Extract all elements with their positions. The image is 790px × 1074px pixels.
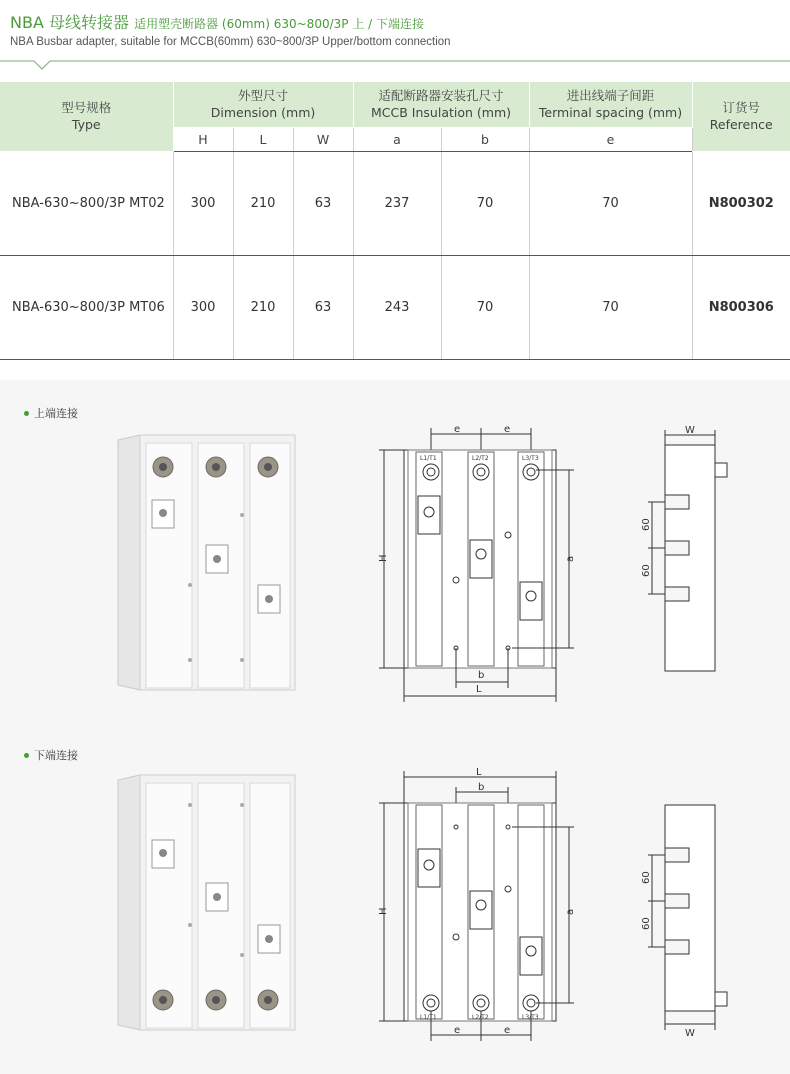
front-drawing-top xyxy=(376,420,576,705)
col-reference-header: 订货号 Reference xyxy=(692,82,790,151)
phase1-label: L1/T1 xyxy=(420,1014,437,1021)
col-type-header: 型号规格 Type xyxy=(0,82,173,151)
phase2-label: L2/T2 xyxy=(472,455,489,462)
cell-b: 70 xyxy=(441,151,529,255)
front-drawing-bottom xyxy=(376,765,576,1050)
dim-h-label: H xyxy=(378,907,389,915)
page-header xyxy=(10,10,780,48)
side-drawing-top xyxy=(630,425,730,680)
col-mccb-header: 适配断路器安装孔尺寸 MCCB Insulation (mm) xyxy=(353,82,529,127)
dim-a-label: a xyxy=(565,908,576,915)
cell-b: 70 xyxy=(441,255,529,359)
header-rule xyxy=(0,60,790,72)
cell-reference: N800302 xyxy=(692,151,790,255)
dim-l-label: L xyxy=(476,767,482,778)
cell-e: 70 xyxy=(529,255,692,359)
sub-e: e xyxy=(529,127,692,151)
bullet-icon xyxy=(24,753,29,758)
sub-b: b xyxy=(441,127,529,151)
dim-b-label: b xyxy=(478,782,485,793)
sub-w: W xyxy=(293,127,353,151)
phase1-label: L1/T1 xyxy=(420,455,437,462)
cell-a: 237 xyxy=(353,151,441,255)
section-bottom-label: 下端连接 xyxy=(24,747,78,763)
section-top-label: 上端连接 xyxy=(24,405,78,421)
dim-w-label: W xyxy=(685,425,695,436)
dim-60-label: 60 xyxy=(641,564,652,577)
table-row xyxy=(0,151,790,255)
dim-60-label: 60 xyxy=(641,917,652,930)
dim-e-label: e xyxy=(454,424,461,435)
phase3-label: L3/T3 xyxy=(522,1014,539,1021)
dim-60-label: 60 xyxy=(641,518,652,531)
cell-h: 300 xyxy=(173,151,233,255)
dim-b-label: b xyxy=(478,670,485,681)
sub-h: H xyxy=(173,127,233,151)
title-main: NBA 母线转接器 xyxy=(10,13,129,32)
side-drawing-bottom xyxy=(630,800,730,1040)
sub-l: L xyxy=(233,127,293,151)
dim-60-label: 60 xyxy=(641,871,652,884)
bullet-icon xyxy=(24,411,29,416)
spec-table xyxy=(0,82,790,360)
cell-l: 210 xyxy=(233,255,293,359)
title-sub: 适用塑壳断路器 (60mm) 630~800/3P 上 / 下端连接 xyxy=(134,17,424,31)
phase3-label: L3/T3 xyxy=(522,455,539,462)
dim-w-label: W xyxy=(685,1028,695,1039)
dim-h-label: H xyxy=(378,554,389,562)
dim-e-label: e xyxy=(454,1025,461,1036)
cell-l: 210 xyxy=(233,151,293,255)
cell-reference: N800306 xyxy=(692,255,790,359)
cell-type: NBA-630~800/3P MT02 xyxy=(0,151,173,255)
product-render-top xyxy=(118,435,298,695)
cell-w: 63 xyxy=(293,255,353,359)
dim-l-label: L xyxy=(476,684,482,695)
cell-type: NBA-630~800/3P MT06 xyxy=(0,255,173,359)
dim-e-label: e xyxy=(504,424,511,435)
subtitle-en: NBA Busbar adapter, suitable for MCCB(60mm) 630~800/3P Upper/bottom connection xyxy=(10,36,451,48)
product-render-bottom xyxy=(118,775,298,1035)
cell-e: 70 xyxy=(529,151,692,255)
cell-a: 243 xyxy=(353,255,441,359)
table-row xyxy=(0,255,790,359)
dim-a-label: a xyxy=(565,555,576,562)
col-dimension-header: 外型尺寸 Dimension (mm) xyxy=(173,82,353,127)
col-terminal-header: 进出线端子间距 Terminal spacing (mm) xyxy=(529,82,692,127)
dim-e-label: e xyxy=(504,1025,511,1036)
sub-a: a xyxy=(353,127,441,151)
page-title xyxy=(10,10,780,33)
phase2-label: L2/T2 xyxy=(472,1014,489,1021)
cell-w: 63 xyxy=(293,151,353,255)
cell-h: 300 xyxy=(173,255,233,359)
